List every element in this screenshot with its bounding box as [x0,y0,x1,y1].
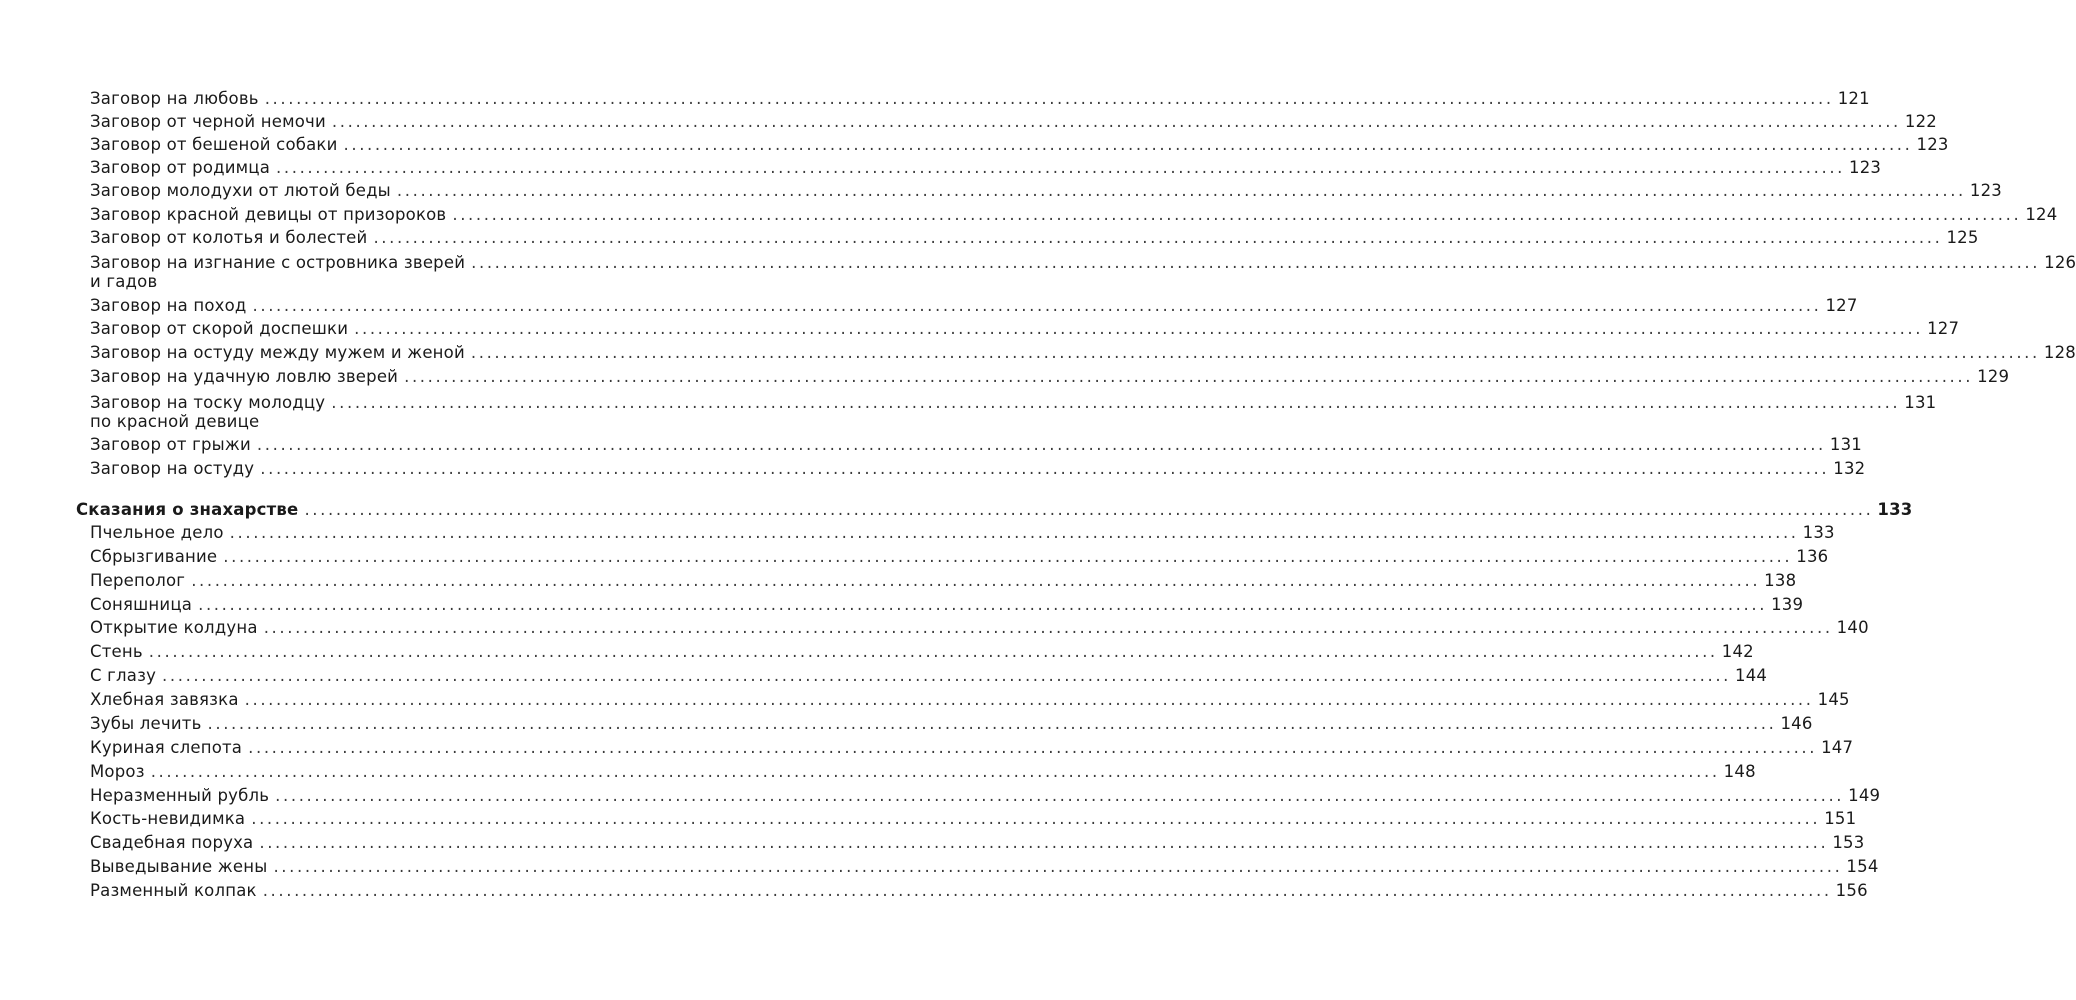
toc-entry-title: Заговор на поход [90,296,247,315]
toc-entry-page: 149 [1848,786,1881,805]
toc-entry-title: Открытие колдуна [90,618,258,637]
toc-entry [90,522,1835,544]
toc-entry-title: Заговор на остуду [90,459,255,478]
toc-entry-title: Куриная слепота [90,738,243,757]
toc-entry [90,546,1829,568]
toc-entry [90,318,1960,340]
dot-leader: ........................................................................................................................................................................................................ [252,296,1822,315]
dot-leader: ........................................................................................................................................................................................................ [259,833,1829,852]
dot-leader: ........................................................................................................................................................................................................ [251,809,1821,828]
toc-entry-title: Свадебная поруха [90,833,254,852]
dot-leader: ........................................................................................................................................................................................................ [262,881,1832,900]
toc-entry-page: 144 [1735,666,1768,685]
toc-entry-title: Выведывание жены [90,857,268,876]
toc-entry-title: Заговор от бешеной собаки [90,135,338,154]
toc-entry [90,808,1857,830]
toc-entry [90,392,1937,431]
dot-leader: ........................................................................................................................................................................................................ [276,158,1846,177]
toc-entry-title: Сбрызгивание [90,547,218,566]
toc-entry-title: Переполог [90,571,186,590]
toc-entry-page: 127 [1825,296,1858,315]
toc-entry-page: 139 [1771,595,1804,614]
toc-entry-title: Заговор от грыжи [90,435,251,454]
toc-entry-title: Заговор от колотья и болестей [90,228,368,247]
toc-entry-page: 147 [1821,738,1854,757]
toc-entry-page: 156 [1835,881,1868,900]
toc-entry-title: Стень [90,642,143,661]
toc-entry-page: 148 [1723,762,1756,781]
toc-entry-title: Кость-невидимка [90,809,246,828]
dot-leader: ........................................................................................................................................................................................................ [263,618,1833,637]
toc-entry [90,856,1879,878]
toc-entry-page: 132 [1833,459,1866,478]
dot-leader: ........................................................................................................................................................................................................ [198,595,1768,614]
dot-leader: ........................................................................................................................................................................................................ [148,642,1718,661]
toc-entry-page: 151 [1824,809,1857,828]
dot-leader: ........................................................................................................................................................................................................ [256,435,1826,454]
toc-entry-page: 140 [1836,618,1869,637]
toc-entry-page: 133 [1802,523,1835,542]
toc-entry-title: Заговор на любовь [90,89,259,108]
toc-entry-page: 128 [2043,343,2076,362]
toc-entry-title: Мороз [90,762,145,781]
toc-entry [90,180,2002,202]
dot-leader: ........................................................................................................................................................................................................ [470,343,2040,362]
toc-entry-page: 124 [2025,205,2058,224]
toc-entry-page: 153 [1832,833,1865,852]
toc-entry-title: Зубы лечить [90,714,202,733]
toc-entry-title: Соняшница [90,595,193,614]
dot-leader: ........................................................................................................................................................................................................ [331,112,1901,131]
dot-leader: ........................................................................................................................................................................................................ [260,459,1830,478]
toc-entry-page: 126 [2044,253,2076,272]
toc-entry [90,111,1937,133]
toc-entry-title: Разменный колпак [90,881,257,900]
toc-section-page: 133 [1877,500,1913,519]
toc-entry-page: 129 [1977,367,2010,386]
dot-leader: ........................................................................................................................................................................................................ [331,393,1901,412]
dot-leader: ........................................................................................................................................................................................................ [304,500,1874,519]
toc-entry-page: 127 [1927,319,1960,338]
toc-entry-title: Заговор от черной немочи [90,112,326,131]
dot-leader: ........................................................................................................................................................................................................ [396,181,1966,200]
toc-entry-title: Заговор на удачную ловлю зверей [90,367,399,386]
dot-leader: ........................................................................................................................................................................................................ [244,690,1814,709]
toc-entry [90,570,1797,592]
toc-entry [90,594,1804,616]
toc-section-title: Сказания о знахарстве [76,500,299,519]
toc-entry [90,737,1854,759]
toc-section-heading [76,499,1913,521]
toc-entry [90,366,2010,388]
dot-leader: ........................................................................................................................................................................................................ [273,857,1843,876]
toc-entry [90,641,1754,663]
toc-entry [90,134,1949,156]
toc-entry-page: 145 [1817,690,1850,709]
toc-entry [90,458,1866,480]
toc-entry [90,295,1858,317]
toc-entry-title: Заговор от родимца [90,158,271,177]
toc-entry-title: С глазу [90,666,157,685]
toc-entry-title: Заговор молодухи от лютой беды [90,181,391,200]
toc-entry-title: Заговор на остуду между мужем и женой [90,343,465,362]
toc-entry-page: 125 [1946,228,1979,247]
toc-entry-title: Заговор красной девицы от призороков [90,205,447,224]
toc-entry-page: 154 [1846,857,1879,876]
toc-entry [90,342,2076,364]
toc-entry [90,665,1768,687]
toc-entry [90,434,1862,456]
toc-entry [90,880,1868,902]
toc-entry-title: Пчельное дело [90,523,224,542]
dot-leader: ........................................................................................................................................................................................................ [150,762,1720,781]
toc-entry [90,88,1870,110]
dot-leader: ........................................................................................................................................................................................................ [191,571,1761,590]
toc-entry-page: 146 [1780,714,1813,733]
toc-entry [90,713,1813,735]
toc-entry-page: 138 [1764,571,1797,590]
dot-leader: ........................................................................................................................................................................................................ [207,714,1777,733]
dot-leader: ........................................................................................................................................................................................................ [471,253,2041,272]
dot-leader: ........................................................................................................................................................................................................ [275,786,1845,805]
toc-entry-page: 121 [1837,89,1870,108]
dot-leader: ........................................................................................................................................................................................................ [452,205,2022,224]
dot-leader: ........................................................................................................................................................................................................ [248,738,1818,757]
toc-entry-title: Заговор на тоску молодцу по красной девице [90,393,326,431]
toc-entry [90,157,1882,179]
toc-entry [90,832,1865,854]
toc-entry-page: 123 [1849,158,1882,177]
toc-entry [90,761,1756,783]
toc-entry [90,227,1979,249]
toc-entry [90,204,2058,226]
dot-leader: ........................................................................................................................................................................................................ [354,319,1924,338]
toc-entry-page: 131 [1829,435,1862,454]
toc-entry [90,617,1869,639]
toc-entry-title: Хлебная завязка [90,690,239,709]
dot-leader: ........................................................................................................................................................................................................ [343,135,1913,154]
dot-leader: ........................................................................................................................................................................................................ [162,666,1732,685]
toc-entry-page: 123 [1969,181,2002,200]
dot-leader: ........................................................................................................................................................................................................ [264,89,1834,108]
toc-entry [90,785,1881,807]
toc-entry-page: 123 [1916,135,1949,154]
toc-entry-page: 142 [1721,642,1754,661]
toc-entry-title: Неразменный рубль [90,786,270,805]
toc-entry [90,252,2076,291]
toc-entry [90,689,1850,711]
toc-entry-page: 136 [1796,547,1829,566]
dot-leader: ........................................................................................................................................................................................................ [373,228,1943,247]
toc-entry-page: 131 [1904,393,1937,412]
dot-leader: ........................................................................................................................................................................................................ [404,367,1974,386]
toc-entry-title: Заговор на изгнание с островника зверей и гадов [90,253,466,291]
toc-entry-page: 122 [1904,112,1937,131]
dot-leader: ........................................................................................................................................................................................................ [229,523,1799,542]
toc-entry-title: Заговор от скорой доспешки [90,319,349,338]
dot-leader: ........................................................................................................................................................................................................ [223,547,1793,566]
